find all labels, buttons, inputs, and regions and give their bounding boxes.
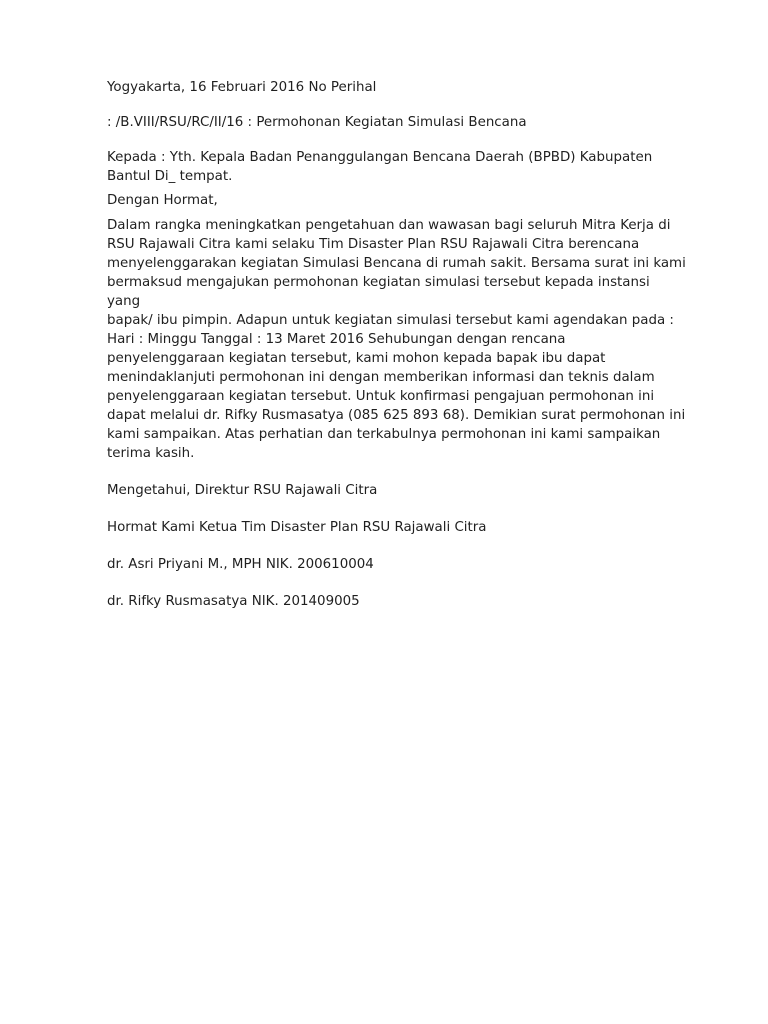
- date-line: Yogyakarta, 16 Februari 2016 No Perihal: [107, 80, 377, 95]
- letter-body: Dalam rangka meningkatkan pengetahuan dan wawasan bagi seluruh Mitra Kerja di RSU Rajawali Citra kami selaku Tim Disaster Plan RSU Rajawali Citra berencana menyelenggarakan kegiatan Simulasi Bencana di rumah sakit. Bersama surat ini kami bermaksud mengajukan permohonan kegiatan simulasi tersebut kepada instansi yang bapak/ ibu pimpin. Adapun untuk kegiatan simulasi tersebut kami agendakan pada : Hari : Minggu Tanggal : 13 Maret 2016 Sehubungan dengan rencana penyelenggaraan kegiatan tersebut, kami mohon kepada bapak ibu dapat menindaklanjuti permohonan ini dengan memberikan informasi dan teknis dalam penyelenggaraan kegiatan tersebut. Untuk konfirmasi pengajuan permohonan ini dapat melalui dr. Rifky Rusmasatya (085 625 893 68). Demikian surat permohonan ini kami sampaikan. Atas perhatian dan terkabulnya permohonan ini kami sampaikan terima kasih.: [107, 218, 686, 461]
- acknowledge-line: Mengetahui, Direktur RSU Rajawali Citra: [107, 483, 378, 498]
- salutation: Dengan Hormat,: [107, 193, 218, 208]
- closing-line: Hormat Kami Ketua Tim Disaster Plan RSU Rajawali Citra: [107, 520, 487, 535]
- letter-content: [107, 78, 687, 611]
- recipient-block: Kepada : Yth. Kepala Badan Penanggulangan Bencana Daerah (BPBD) Kabupaten Bantul Di_ tempat.: [107, 150, 653, 184]
- signatory-team-lead: dr. Rifky Rusmasatya NIK. 201409005: [107, 594, 360, 609]
- reference-line: : /B.VIII/RSU/RC/II/16 : Permohonan Kegiatan Simulasi Bencana: [107, 115, 527, 130]
- signatory-director: dr. Asri Priyani M., MPH NIK. 200610004: [107, 557, 374, 572]
